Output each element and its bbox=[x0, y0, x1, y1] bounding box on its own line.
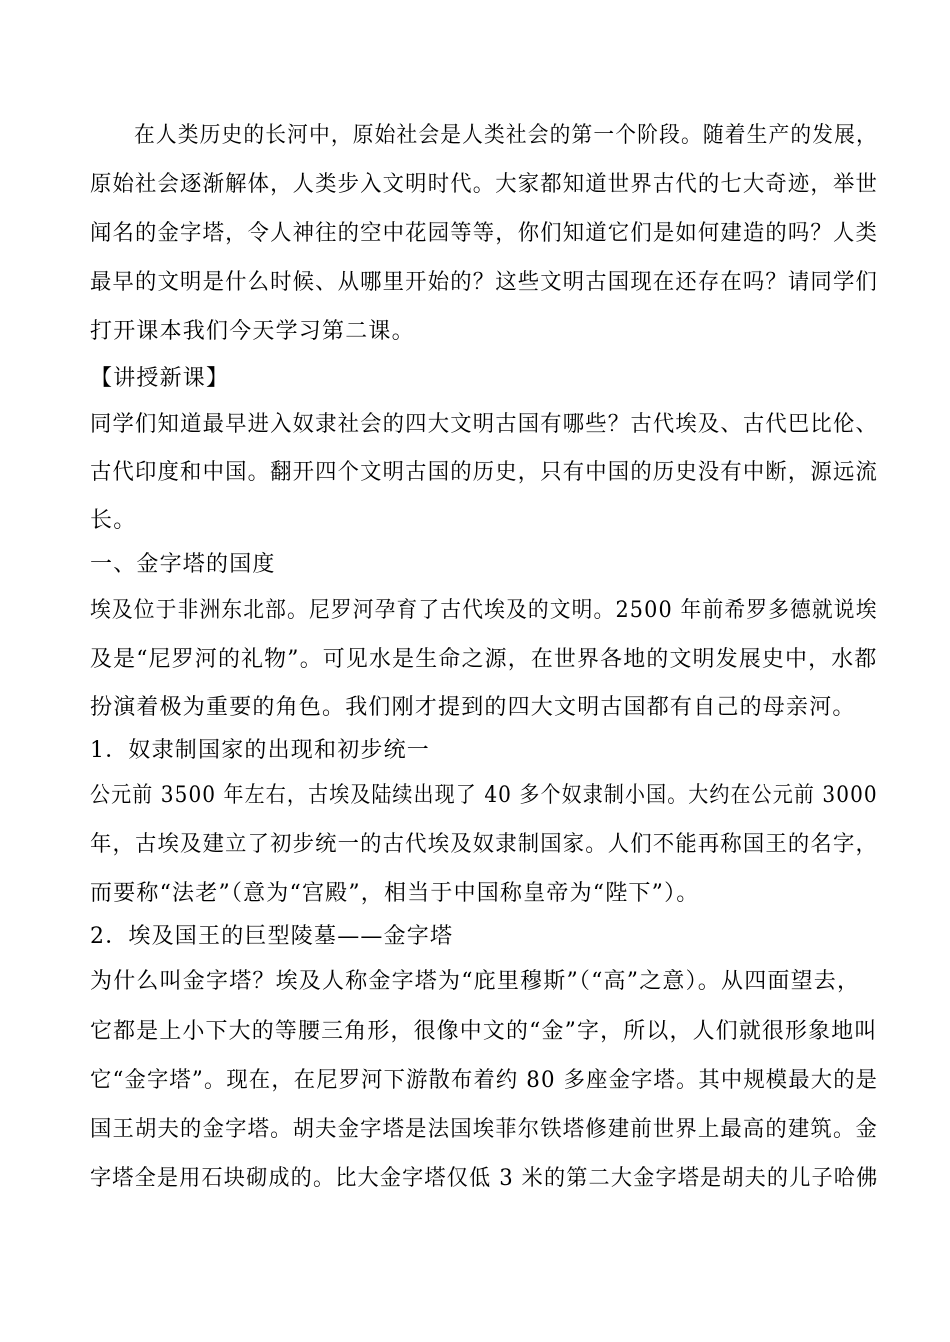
section-heading-new-lesson: 【讲授新课】 bbox=[90, 366, 230, 391]
heading-slavery-state: 1．奴隶制国家的出现和初步统一 bbox=[90, 738, 430, 763]
intro-line-3: 闻名的金字塔，令人神往的空中花园等等，你们知道它们是如何建造的吗？人类 bbox=[90, 221, 878, 246]
new-lesson-line-2: 古代印度和中国。翻开四个文明古国的历史，只有中国的历史没有中断，源远流 bbox=[90, 460, 878, 485]
egypt-line-2: 及是“尼罗河的礼物”。可见水是生命之源，在世界各地的文明发展史中，水都 bbox=[90, 647, 878, 672]
pyramid-line-1: 为什么叫金字塔？埃及人称金字塔为“庇里穆斯”（“高”之意）。从四面望去， bbox=[90, 969, 861, 994]
intro-line-4: 最早的文明是什么时候、从哪里开始的？这些文明古国现在还存在吗？请同学们 bbox=[90, 270, 878, 295]
intro-line-5: 打开课本我们今天学习第二课。 bbox=[90, 319, 415, 344]
slavery-line-2: 年，古埃及建立了初步统一的古代埃及奴隶制国家。人们不能再称国王的名字， bbox=[90, 832, 878, 857]
heading-pyramid-tomb: 2．埃及国王的巨型陵墓——金字塔 bbox=[90, 924, 454, 949]
slavery-line-3: 而要称“法老”（意为“宫殿”，相当于中国称皇帝为“陛下”）。 bbox=[90, 881, 700, 906]
pyramid-line-4: 国王胡夫的金字塔。胡夫金字塔是法国埃菲尔铁塔修建前世界上最高的建筑。金 bbox=[90, 1117, 878, 1142]
egypt-line-1: 埃及位于非洲东北部。尼罗河孕育了古代埃及的文明。2500 年前希罗多德就说埃 bbox=[90, 598, 878, 623]
pyramid-line-5: 字塔全是用石块砌成的。比大金字塔仅低 3 米的第二大金字塔是胡夫的儿子哈佛 bbox=[90, 1166, 879, 1191]
heading-pyramid-country: 一、金字塔的国度 bbox=[90, 552, 276, 577]
new-lesson-line-1: 同学们知道最早进入奴隶社会的四大文明古国有哪些？古代埃及、古代巴比伦、 bbox=[90, 412, 878, 437]
pyramid-line-3: 它“金字塔”。现在，在尼罗河下游散布着约 80 多座金字塔。其中规模最大的是 bbox=[90, 1068, 879, 1093]
slavery-line-1: 公元前 3500 年左右，古埃及陆续出现了 40 多个奴隶制小国。大约在公元前 3000 bbox=[90, 783, 878, 808]
pyramid-line-2: 它都是上小下大的等腰三角形，很像中文的“金”字，所以，人们就很形象地叫 bbox=[90, 1019, 878, 1044]
intro-line-2: 原始社会逐渐解体，人类步入文明时代。大家都知道世界古代的七大奇迹，举世 bbox=[90, 172, 878, 197]
egypt-line-3: 扮演着极为重要的角色。我们刚才提到的四大文明古国都有自己的母亲河。 bbox=[90, 695, 856, 720]
intro-line-1: 在人类历史的长河中，原始社会是人类社会的第一个阶段。随着生产的发展， bbox=[134, 123, 878, 148]
new-lesson-line-3: 长。 bbox=[90, 508, 137, 533]
